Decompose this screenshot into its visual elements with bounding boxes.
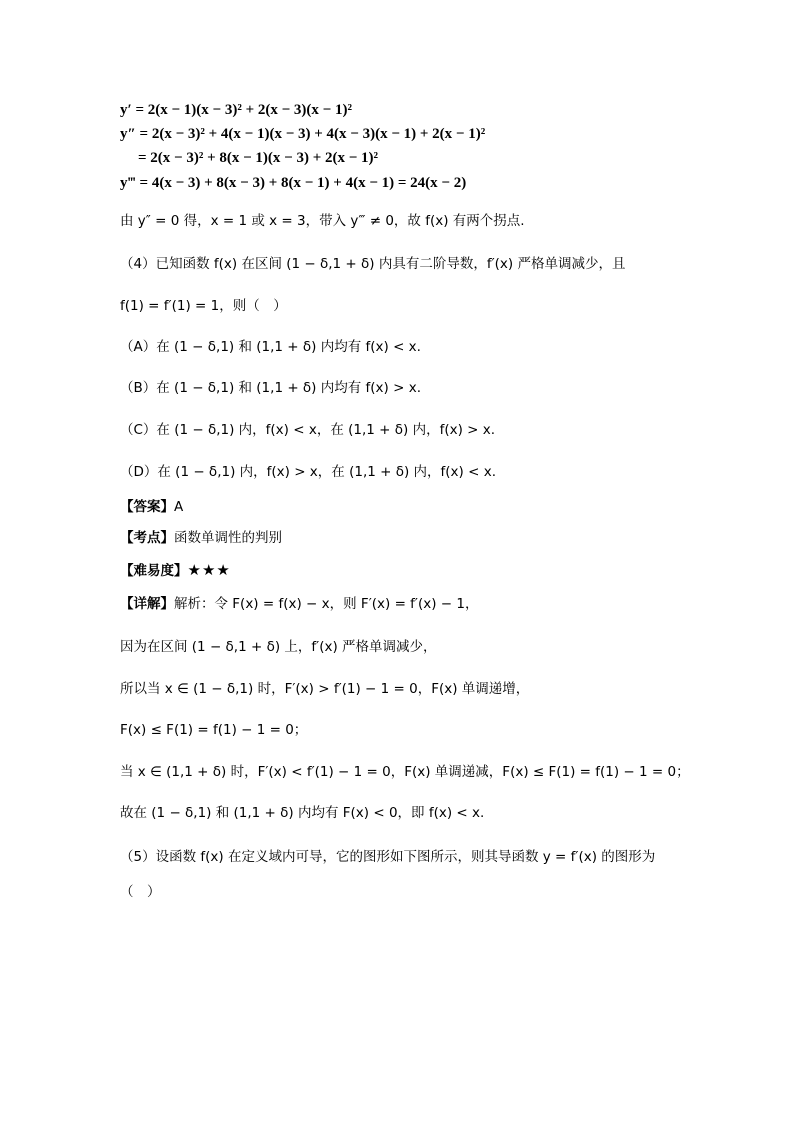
detail-label: 【详解】 — [120, 596, 174, 612]
detail-line-3: 所以当 x ∈ (1 − δ,1) 时，F′(x) > f′(1) − 1 = 0，F(x) 单调递增， — [120, 681, 530, 697]
formula-y-prime: y′ = 2(x − 1)(x − 3)² + 2(x − 3)(x − 1)² — [120, 102, 352, 118]
detail-line-5: 当 x ∈ (1,1 + δ) 时，F′(x) < f′(1) − 1 = 0，F(x) 单调递减，F(x) ≤ F(1) = f(1) − 1 = 0； — [120, 764, 690, 780]
detail-line-6: 故在 (1 − δ,1) 和 (1,1 + δ) 内均有 F(x) < 0，即 f(x) < x. — [120, 805, 485, 821]
answer-label: 【答案】 — [120, 499, 174, 515]
kaodian-row — [120, 528, 282, 548]
question-4-stem-line-2: f(1) = f′(1) = 1，则（ ） — [120, 298, 287, 314]
kaodian-value: 函数单调性的判别 — [174, 530, 282, 546]
question-4-stem-line-1: （4）已知函数 f(x) 在区间 (1 − δ,1 + δ) 内具有二阶导数，f′(x) 严格单调减少，且 — [120, 256, 626, 272]
detail-line-4: F(x) ≤ F(1) = f(1) − 1 = 0； — [120, 722, 308, 738]
detail-line-2: 因为在区间 (1 − δ,1 + δ) 上，f′(x) 严格单调减少， — [120, 639, 437, 655]
difficulty-stars: ★★★ — [187, 561, 231, 579]
detail-line-1: 解析：令 F(x) = f(x) − x，则 F′(x) = f′(x) − 1， — [174, 596, 479, 612]
formula-y-double-prime: y″ = 2(x − 3)² + 4(x − 1)(x − 3) + 4(x − 3)(x − 1) + 2(x − 1)² — [120, 126, 486, 142]
detail-row — [120, 594, 479, 614]
difficulty-row — [120, 560, 231, 581]
kaodian-label: 【考点】 — [120, 530, 174, 546]
question-4-option-d: （D）在 (1 − δ,1) 内，f(x) > x，在 (1,1 + δ) 内，f(x) < x. — [120, 464, 496, 480]
answer-value: A — [174, 499, 184, 515]
formula-y-triple-prime: y‴ = 4(x − 3) + 8(x − 3) + 8(x − 1) + 4(x − 1) = 24(x − 2) — [120, 175, 467, 191]
formula-y-double-prime-simplified: = 2(x − 3)² + 8(x − 1)(x − 3) + 2(x − 1)² — [138, 150, 379, 166]
answer-row — [120, 497, 183, 517]
question-5-stem-line-1: （5）设函数 f(x) 在定义域内可导，它的图形如下图所示，则其导函数 y = f′(x) 的图形为 — [120, 849, 656, 865]
question-4-option-a: （A）在 (1 − δ,1) 和 (1,1 + δ) 内均有 f(x) < x. — [120, 339, 421, 355]
difficulty-label: 【难易度】 — [120, 563, 188, 579]
question-5-stem-line-2: （ ） — [120, 884, 161, 900]
question-4-option-c: （C）在 (1 − δ,1) 内，f(x) < x，在 (1,1 + δ) 内，f(x) > x. — [120, 422, 496, 438]
inflection-conclusion: 由 y″ = 0 得，x = 1 或 x = 3，带入 y‴ ≠ 0，故 f(x) 有两个拐点. — [120, 213, 525, 229]
question-4-option-b: （B）在 (1 − δ,1) 和 (1,1 + δ) 内均有 f(x) > x. — [120, 380, 421, 396]
